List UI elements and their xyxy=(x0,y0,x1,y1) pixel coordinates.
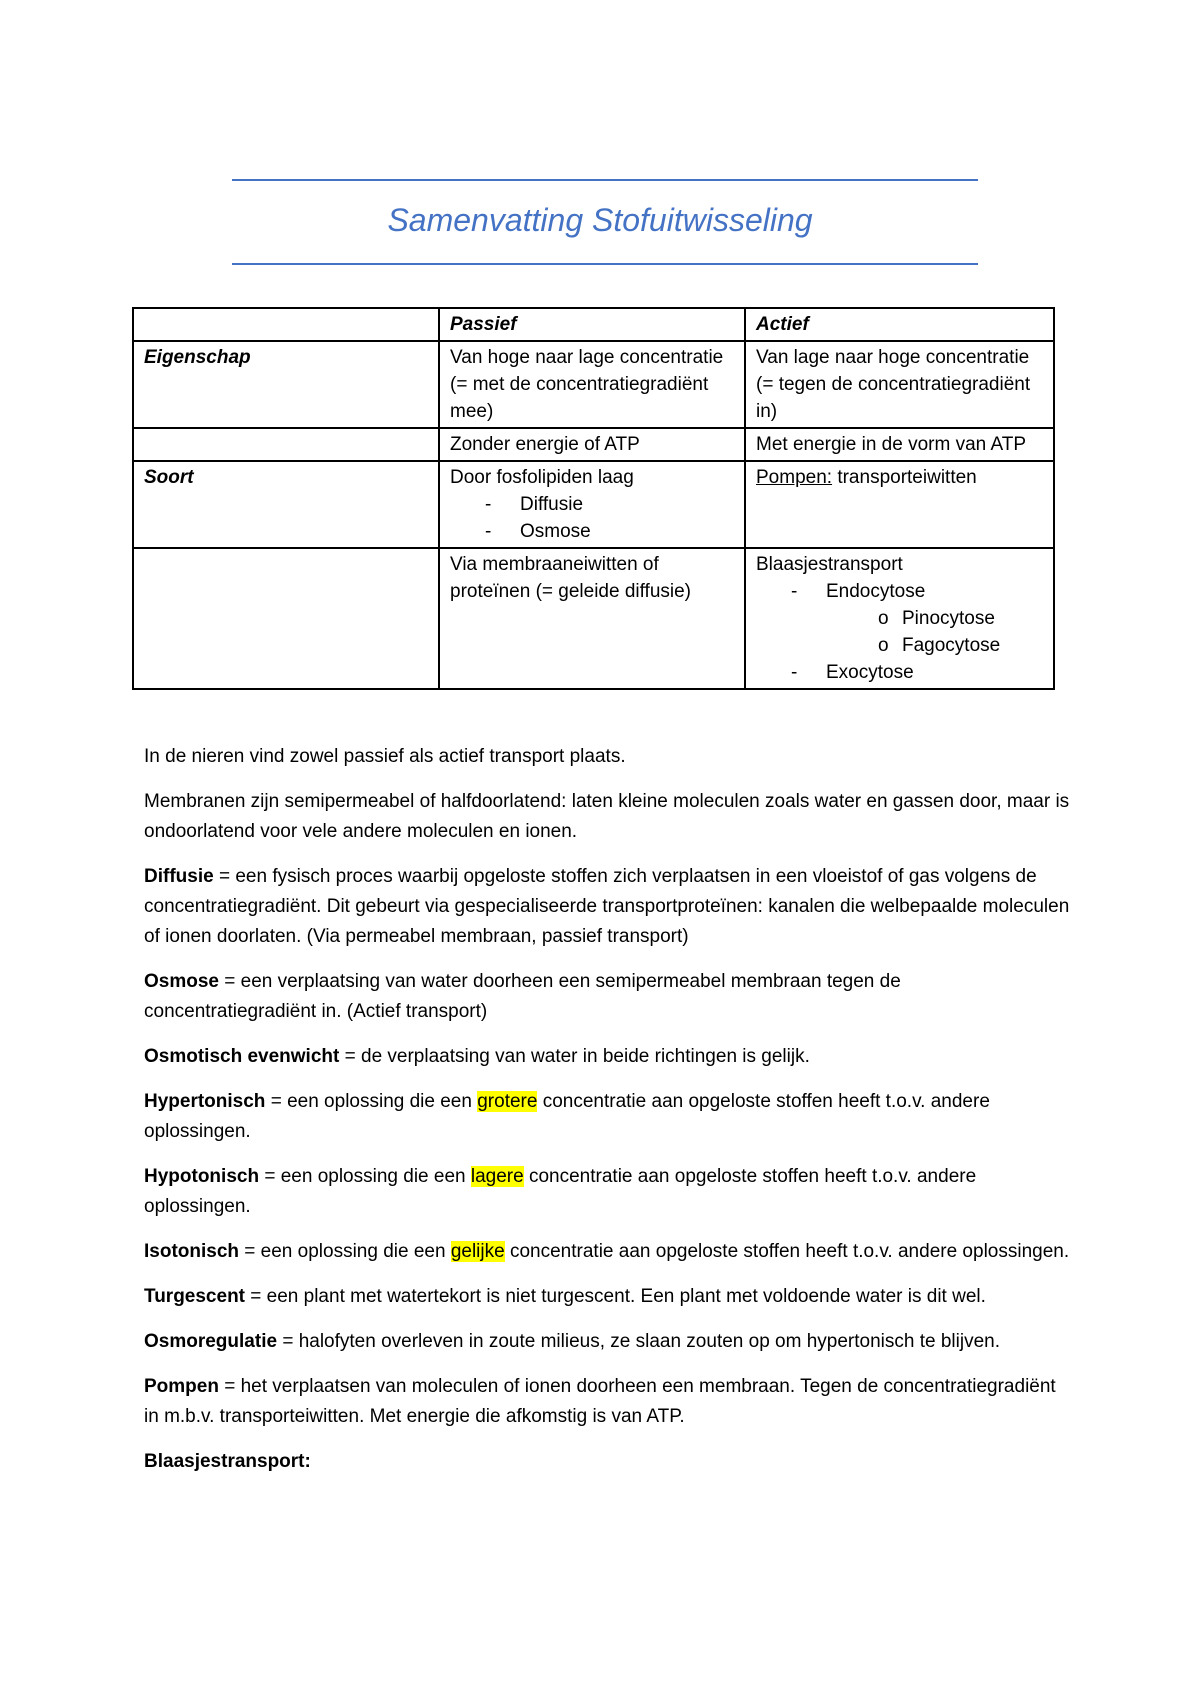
paragraph-hypertonisch xyxy=(144,1087,1074,1147)
highlight-grotere: grotere xyxy=(477,1091,538,1112)
paragraph-osmose xyxy=(144,967,1074,1027)
list-item: - Endocytose xyxy=(756,578,1043,605)
term-hypotonisch: Hypotonisch xyxy=(144,1166,260,1187)
def-osmoregulatie: = halofyten overleven in zoute milieus, ze slaan zouten op om hypertonisch te blijven. xyxy=(277,1331,1000,1352)
list-item: o Fagocytose xyxy=(756,632,1043,659)
paragraph-hypotonisch xyxy=(144,1162,1074,1222)
paragraph-membranen: Membranen zijn semipermeabel of halfdoorlatend: laten kleine moleculen zoals water en gassen door, maar is ondoorlatend voor vele andere moleculen en ionen. xyxy=(144,791,1070,842)
list-item: - Osmose xyxy=(450,518,734,545)
paragraph-blaasjestransport xyxy=(144,1447,1074,1477)
table-header-passief: Passief xyxy=(439,308,745,341)
passief-soort-list xyxy=(450,491,734,545)
paragraph-nieren: In de nieren vind zowel passief als actief transport plaats. xyxy=(144,746,626,767)
term-hypertonisch: Hypertonisch xyxy=(144,1091,266,1112)
def-hypotonisch-post: concentratie aan opgeloste stoffen heeft t.o.v. andere oplossingen. xyxy=(144,1166,977,1217)
highlight-gelijke: gelijke xyxy=(450,1241,505,1262)
passief-soort-intro: Door fosfolipiden laag xyxy=(450,467,634,488)
row-label-eigenschap: Eigenschap xyxy=(133,341,439,428)
term-osmose: Osmose xyxy=(144,971,219,992)
def-osmose: = een verplaatsing van water doorheen een semipermeabel membraan tegen de concentratiegradiënt in. (Actief transport) xyxy=(144,971,901,1022)
term-blaasjestransport: Blaasjestransport: xyxy=(144,1451,311,1472)
pompen-term: Pompen: xyxy=(756,467,833,488)
endocytose-sublist xyxy=(756,605,1043,659)
cell-actief-soort xyxy=(745,461,1054,548)
paragraph-diffusie xyxy=(144,862,1074,952)
term-isotonisch: Isotonisch xyxy=(144,1241,240,1262)
title-rule-bottom xyxy=(232,263,978,265)
table-row xyxy=(133,428,1054,461)
def-hypertonisch-post: concentratie aan opgeloste stoffen heeft t.o.v. andere oplossingen. xyxy=(144,1091,990,1142)
table-header-empty xyxy=(133,308,439,341)
paragraph-turgescent xyxy=(144,1282,1074,1312)
body-text xyxy=(144,742,1074,1492)
title-rule-top xyxy=(232,179,978,181)
term-pompen: Pompen xyxy=(144,1376,219,1397)
cell-actief-direction: Van lage naar hoge concentratie (= tegen de concentratiegradiënt in) xyxy=(745,341,1054,428)
paragraph-isotonisch xyxy=(144,1237,1074,1267)
blaasjes-list-2 xyxy=(756,659,1043,686)
cell-actief-blaasjes xyxy=(745,548,1054,689)
row-label-empty xyxy=(133,548,439,689)
blaasjes-intro: Blaasjestransport xyxy=(756,554,903,575)
paragraph-osmotisch xyxy=(144,1042,1074,1072)
table-header-actief: Actief xyxy=(745,308,1054,341)
row-label-empty xyxy=(133,428,439,461)
table-row xyxy=(133,548,1054,689)
def-turgescent: = een plant met watertekort is niet turgescent. Een plant met voldoende water is dit wel. xyxy=(245,1286,986,1307)
cell-passief-soort xyxy=(439,461,745,548)
document-title: Samenvatting Stofuitwisseling xyxy=(387,202,813,238)
def-hypertonisch-pre: = een oplossing die een xyxy=(265,1091,478,1112)
def-hypotonisch-pre: = een oplossing die een xyxy=(259,1166,471,1187)
cell-passief-direction: Van hoge naar lage concentratie (= met de concentratiegradiënt mee) xyxy=(439,341,745,428)
transport-table xyxy=(132,307,1055,690)
term-osmotisch: Osmotisch evenwicht xyxy=(144,1046,340,1067)
list-item: o Pinocytose xyxy=(756,605,1043,632)
term-diffusie: Diffusie xyxy=(144,866,214,887)
def-isotonisch-post: concentratie aan opgeloste stoffen heeft t.o.v. andere oplossingen. xyxy=(504,1241,1070,1262)
def-diffusie: = een fysisch proces waarbij opgeloste stoffen zich verplaatsen in een vloeistof of gas volgens de concentratiegradiënt. Dit gebeurt via gespecialiseerde transportproteïnen: kanalen die welbepaalde moleculen of ionen doorlaten. (Via permeabel membraan, passief transport) xyxy=(144,866,1070,947)
term-osmoregulatie: Osmoregulatie xyxy=(144,1331,278,1352)
table-row xyxy=(133,341,1054,428)
term-turgescent: Turgescent xyxy=(144,1286,246,1307)
pompen-rest: transporteiwitten xyxy=(832,467,977,488)
row-label-soort: Soort xyxy=(133,461,439,548)
paragraph-pompen xyxy=(144,1372,1074,1432)
cell-passief-energy: Zonder energie of ATP xyxy=(439,428,745,461)
highlight-lagere: lagere xyxy=(470,1166,524,1187)
list-item: - Diffusie xyxy=(450,491,734,518)
def-isotonisch-pre: = een oplossing die een xyxy=(239,1241,451,1262)
cell-actief-energy: Met energie in de vorm van ATP xyxy=(745,428,1054,461)
blaasjes-list xyxy=(756,578,1043,605)
table-header-row xyxy=(133,308,1054,341)
cell-passief-membraan: Via membraaneiwitten of proteïnen (= geleide diffusie) xyxy=(439,548,745,689)
def-osmotisch: = de verplaatsing van water in beide richtingen is gelijk. xyxy=(339,1046,810,1067)
list-item: - Exocytose xyxy=(756,659,1043,686)
paragraph-osmoregulatie xyxy=(144,1327,1074,1357)
table-row xyxy=(133,461,1054,548)
def-pompen: = het verplaatsen van moleculen of ionen doorheen een membraan. Tegen de concentratiegradiënt in m.b.v. transporteiwitten. Met energie die afkomstig is van ATP. xyxy=(144,1376,1056,1427)
